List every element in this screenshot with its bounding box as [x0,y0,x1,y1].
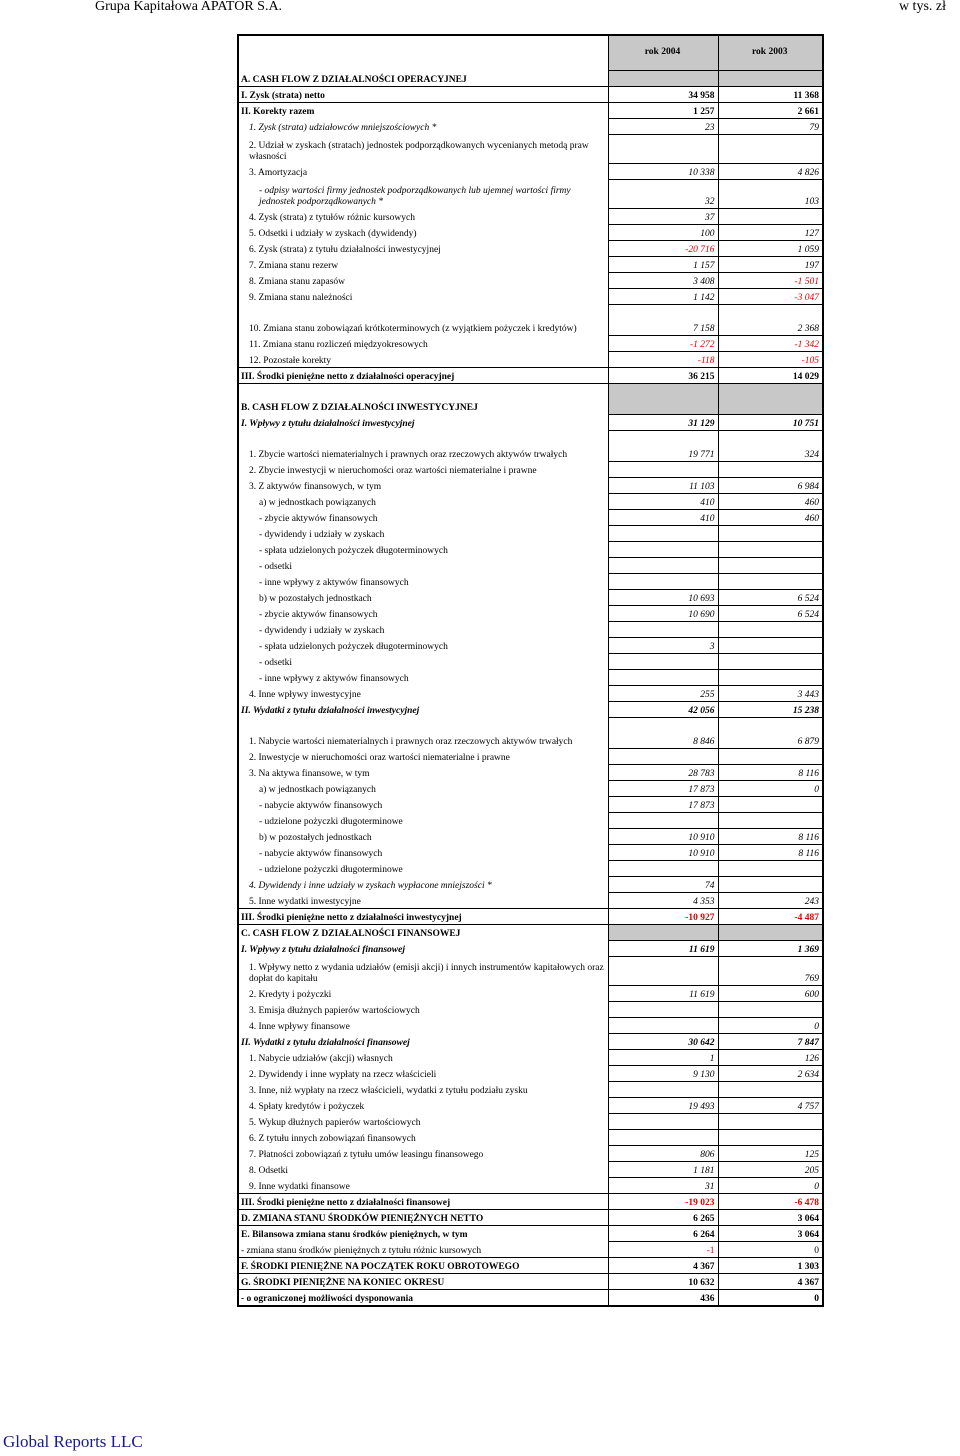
table-row [238,1097,823,1113]
value-2004: 1 157 [608,256,718,272]
value-2003 [718,70,823,86]
value-2004: -1 272 [608,335,718,351]
table-row [238,748,823,764]
row-label: - inne wpływy z aktywów finansowych [238,669,608,685]
row-label: - zbycie aktywów finansowych [238,509,608,525]
table-row [238,1193,823,1209]
value-2003: 7 847 [718,1033,823,1049]
row-label: 2. Dywidendy i inne wypłaty na rzecz właścicieli [238,1065,608,1081]
value-2003: 205 [718,1161,823,1177]
row-label: - udzielone pożyczki długoterminowe [238,860,608,876]
table-row [238,208,823,224]
value-2003: 15 238 [718,701,823,717]
value-2003: 0 [718,780,823,796]
value-2004 [608,812,718,828]
column-header-2003: rok 2003 [718,35,823,70]
row-label: 6. Z tytułu innych zobowiązań finansowych [238,1129,608,1145]
row-label: 3. Inne, niż wypłaty na rzecz właścicieli, wydatki z tytułu podziału zysku [238,1081,608,1097]
company-name: Grupa Kapitałowa APATOR S.A. [95,0,283,14]
row-label: - inne wpływy z aktywów finansowych [238,573,608,589]
value-2003 [718,541,823,557]
table-header-row [238,35,823,70]
value-2004: 17 873 [608,780,718,796]
value-2003: 6 524 [718,589,823,605]
row-label: 2. Zbycie inwestycji w nieruchomości oraz wartości niematerialne i prawne [238,461,608,477]
value-2003: 1 059 [718,240,823,256]
value-2003 [718,557,823,573]
table-row [238,1161,823,1177]
row-label: - zbycie aktywów finansowych [238,605,608,621]
table-row [238,1049,823,1065]
table-row [238,1273,823,1289]
value-2003: -105 [718,351,823,367]
value-2003 [718,812,823,828]
value-2004 [608,621,718,637]
value-2004: 9 130 [608,1065,718,1081]
row-label: - nabycie aktywów finansowych [238,796,608,812]
value-2003 [718,383,823,414]
value-2003: -1 342 [718,335,823,351]
value-2004: 7 158 [608,304,718,335]
value-2003: 6 524 [718,605,823,621]
table-row [238,134,823,163]
table-row [238,908,823,924]
value-2003 [718,860,823,876]
table-row [238,828,823,844]
value-2003 [718,748,823,764]
value-2004: 1 142 [608,288,718,304]
value-2004: 6 265 [608,1209,718,1225]
table-row [238,288,823,304]
value-2003: 3 064 [718,1225,823,1241]
value-2004: 6 264 [608,1225,718,1241]
table-row [238,118,823,134]
table-row [238,860,823,876]
row-label: b) w pozostałych jednostkach [238,828,608,844]
value-2004: 11 619 [608,940,718,956]
row-label: 2. Kredyty i pożyczki [238,985,608,1001]
table-row [238,1257,823,1273]
table-row [238,1113,823,1129]
value-2004: 410 [608,509,718,525]
row-label: - spłata udzielonych pożyczek długoterminowych [238,637,608,653]
value-2004: 37 [608,208,718,224]
value-2004: 255 [608,685,718,701]
table-row [238,224,823,240]
table-row [238,1209,823,1225]
cash-flow-table [237,34,824,1307]
table-row [238,621,823,637]
row-label: 3. Z aktywów finansowych, w tym [238,477,608,493]
value-2004: 10 910 [608,844,718,860]
row-label: 9. Zmiana stanu należności [238,288,608,304]
value-2003 [718,208,823,224]
table-row [238,256,823,272]
value-2003: 3 064 [718,1209,823,1225]
value-2004 [608,1017,718,1033]
row-label: 1. Nabycie wartości niematerialnych i prawnych oraz rzeczowych aktywów trwałych [238,717,608,748]
table-row [238,430,823,461]
row-label: 7. Zmiana stanu rezerw [238,256,608,272]
row-label: E. Bilansowa zmiana stanu środków pieniężnych, w tym [238,1225,608,1241]
table-row [238,1225,823,1241]
value-2003 [718,573,823,589]
table-row [238,940,823,956]
row-label: 10. Zmiana stanu zobowiązań krótkoterminowych (z wyjątkiem pożyczek i kredytów) [238,304,608,335]
row-label: 8. Odsetki [238,1161,608,1177]
row-label: A. CASH FLOW Z DZIAŁALNOŚCI OPERACYJNEJ [238,70,608,86]
table-row [238,701,823,717]
value-2004: 10 693 [608,589,718,605]
row-label: 1. Wpływy netto z wydania udziałów (emisji akcji) i innych instrumentów kapitałowych oraz dopłat do kapitału [238,956,608,985]
row-label: 6. Zysk (strata) z tytułu działalności inwestycyjnej [238,240,608,256]
row-label: 9. Inne wydatki finansowe [238,1177,608,1193]
table-row [238,493,823,509]
value-2004: 11 103 [608,477,718,493]
value-2004: 10 690 [608,605,718,621]
table-row [238,335,823,351]
row-label: 2. Inwestycje w nieruchomości oraz wartości niematerialne i prawne [238,748,608,764]
value-2004: -10 927 [608,908,718,924]
value-2003: 460 [718,493,823,509]
value-2004 [608,748,718,764]
value-2004: 1 [608,1049,718,1065]
table-row [238,1001,823,1017]
row-label: 4. Zysk (strata) z tytułów różnic kursowych [238,208,608,224]
value-2003: 600 [718,985,823,1001]
value-2004: 28 783 [608,764,718,780]
table-row [238,351,823,367]
table-row [238,796,823,812]
value-2004 [608,525,718,541]
value-2004: 23 [608,118,718,134]
value-2004: 100 [608,224,718,240]
row-label: 1. Zysk (strata) udziałowców mniejszościowych * [238,118,608,134]
value-2003: 79 [718,118,823,134]
table-row [238,876,823,892]
value-2003: 6 879 [718,717,823,748]
value-2004: 1 181 [608,1161,718,1177]
column-header-2004: rok 2004 [608,35,718,70]
table-row [238,605,823,621]
value-2004 [608,461,718,477]
table-row [238,956,823,985]
value-2004: 74 [608,876,718,892]
row-label: D. ZMIANA STANU ŚRODKÓW PIENIĘŻNYCH NETTO [238,1209,608,1225]
row-label: 11. Zmiana stanu rozliczeń międzyokresowych [238,335,608,351]
table-row [238,86,823,102]
value-2003: 3 443 [718,685,823,701]
value-2003: 4 757 [718,1097,823,1113]
value-2004: 32 [608,179,718,208]
value-2004 [608,1081,718,1097]
table-row [238,1177,823,1193]
cash-flow-statement [237,34,822,1307]
value-2003: 769 [718,956,823,985]
value-2003: 2 634 [718,1065,823,1081]
value-2003: -6 478 [718,1193,823,1209]
row-label: B. CASH FLOW Z DZIAŁALNOŚCI INWESTYCYJNEJ [238,383,608,414]
value-2003 [718,1081,823,1097]
value-2004: 436 [608,1289,718,1306]
table-row [238,102,823,118]
row-label: 4. Spłaty kredytów i pożyczek [238,1097,608,1113]
value-2003 [718,796,823,812]
value-2004: 10 910 [608,828,718,844]
table-body [238,70,823,1306]
value-2003: 243 [718,892,823,908]
row-label: 3. Emisja dłużnych papierów wartościowych [238,1001,608,1017]
value-2003 [718,1001,823,1017]
value-2003 [718,669,823,685]
value-2004 [608,1113,718,1129]
value-2004 [608,956,718,985]
value-2003 [718,621,823,637]
table-row [238,717,823,748]
table-row [238,1289,823,1306]
value-2004: 4 367 [608,1257,718,1273]
table-row [238,1241,823,1257]
row-label: 4. Dywidendy i inne udziały w zyskach wypłacone mniejszości * [238,876,608,892]
value-2004 [608,860,718,876]
row-label: 1. Zbycie wartości niematerialnych i prawnych oraz rzeczowych aktywów trwałych [238,430,608,461]
table-row [238,1033,823,1049]
value-2004: 19 771 [608,430,718,461]
value-2003 [718,637,823,653]
value-2003: 2 368 [718,304,823,335]
row-label: C. CASH FLOW Z DZIAŁALNOŚCI FINANSOWEJ [238,924,608,940]
value-2003: 11 368 [718,86,823,102]
value-2004 [608,383,718,414]
value-2003: 127 [718,224,823,240]
row-label: - dywidendy i udziały w zyskach [238,525,608,541]
value-2003 [718,876,823,892]
table-row [238,1017,823,1033]
table-row [238,383,823,414]
value-2003: 14 029 [718,367,823,383]
row-label: 5. Wykup dłużnych papierów wartościowych [238,1113,608,1129]
value-2003 [718,461,823,477]
table-row [238,525,823,541]
value-2004: 42 056 [608,701,718,717]
header-blank-cell [238,35,608,70]
value-2004: 30 642 [608,1033,718,1049]
value-2004 [608,653,718,669]
value-2004: 36 215 [608,367,718,383]
row-label: - odpisy wartości firmy jednostek podporządkowanych lub ujemnej wartości firmy jednostek podporządkowanych * [238,179,608,208]
table-row [238,1065,823,1081]
row-label: - odsetki [238,653,608,669]
table-row [238,272,823,288]
table-row [238,764,823,780]
value-2003: 197 [718,256,823,272]
row-label: a) w jednostkach powiązanych [238,493,608,509]
value-2003: 0 [718,1241,823,1257]
value-2003: 2 661 [718,102,823,118]
value-2004: -20 716 [608,240,718,256]
value-2004: -19 023 [608,1193,718,1209]
value-2004: 3 408 [608,272,718,288]
row-label: 8. Zmiana stanu zapasów [238,272,608,288]
row-label: b) w pozostałych jednostkach [238,589,608,605]
table-row [238,685,823,701]
table-row [238,1129,823,1145]
row-label: 5. Inne wydatki inwestycyjne [238,892,608,908]
value-2003: 460 [718,509,823,525]
value-2003 [718,134,823,163]
value-2003 [718,525,823,541]
value-2003: 6 984 [718,477,823,493]
table-row [238,240,823,256]
footer-brand: Global Reports LLC [3,1432,143,1451]
table-row [238,557,823,573]
value-2004: 4 353 [608,892,718,908]
table-row [238,637,823,653]
value-2004 [608,557,718,573]
value-2004: 8 846 [608,717,718,748]
value-2003 [718,653,823,669]
value-2003: -4 487 [718,908,823,924]
row-label: 12. Pozostałe korekty [238,351,608,367]
table-row [238,669,823,685]
row-label: a) w jednostkach powiązanych [238,780,608,796]
value-2004 [608,1129,718,1145]
value-2003: 8 116 [718,844,823,860]
table-row [238,812,823,828]
table-row [238,924,823,940]
value-2003 [718,924,823,940]
row-label: - dywidendy i udziały w zyskach [238,621,608,637]
row-label: - zmiana stanu środków pieniężnych z tytułu różnic kursowych [238,1241,608,1257]
table-row [238,985,823,1001]
table-row [238,589,823,605]
value-2003: 0 [718,1177,823,1193]
row-label: I. Wpływy z tytułu działalności finansowej [238,940,608,956]
value-2003: 0 [718,1017,823,1033]
value-2004: -118 [608,351,718,367]
value-2003: 1 303 [718,1257,823,1273]
value-2003: 4 367 [718,1273,823,1289]
value-2004 [608,1001,718,1017]
table-row [238,461,823,477]
table-row [238,477,823,493]
value-2004: 31 129 [608,414,718,430]
row-label: III. Środki pieniężne netto z działalności inwestycyjnej [238,908,608,924]
row-label: 4. Inne wpływy inwestycyjne [238,685,608,701]
value-2003: 0 [718,1289,823,1306]
row-label: - o ograniczonej możliwości dysponowania [238,1289,608,1306]
value-2004: 31 [608,1177,718,1193]
value-2003 [718,1129,823,1145]
row-label: G. ŚRODKI PIENIĘŻNE NA KONIEC OKRESU [238,1273,608,1289]
table-row [238,541,823,557]
row-label: 3. Na aktywa finansowe, w tym [238,764,608,780]
row-label: I. Zysk (strata) netto [238,86,608,102]
value-2003: 8 116 [718,828,823,844]
row-label: 3. Amortyzacja [238,163,608,179]
value-2004 [608,70,718,86]
value-2003: 324 [718,430,823,461]
value-2004 [608,669,718,685]
table-row [238,1081,823,1097]
value-2003 [718,1113,823,1129]
row-label: II. Wydatki z tytułu działalności inwestycyjnej [238,701,608,717]
table-row [238,653,823,669]
row-label: III. Środki pieniężne netto z działalności finansowej [238,1193,608,1209]
value-2003: 125 [718,1145,823,1161]
value-2003: 1 369 [718,940,823,956]
value-2003: 103 [718,179,823,208]
table-row [238,414,823,430]
row-label: I. Wpływy z tytułu działalności inwestycyjnej [238,414,608,430]
table-row [238,573,823,589]
table-row [238,163,823,179]
value-2003: -3 047 [718,288,823,304]
table-row [238,892,823,908]
row-label: 1. Nabycie udziałów (akcji) własnych [238,1049,608,1065]
value-2004: 17 873 [608,796,718,812]
value-2004 [608,541,718,557]
row-label: - spłata udzielonych pożyczek długoterminowych [238,541,608,557]
table-row [238,1145,823,1161]
row-label: III. Środki pieniężne netto z działalności operacyjnej [238,367,608,383]
value-2004: 11 619 [608,985,718,1001]
table-row [238,780,823,796]
row-label: 5. Odsetki i udziały w zyskach (dywidendy) [238,224,608,240]
row-label: - odsetki [238,557,608,573]
row-label: 7. Płatności zobowiązań z tytułu umów leasingu finansowego [238,1145,608,1161]
value-2003: 126 [718,1049,823,1065]
value-2003: -1 501 [718,272,823,288]
row-label: II. Wydatki z tytułu działalności finansowej [238,1033,608,1049]
row-label: 4. Inne wpływy finansowe [238,1017,608,1033]
value-2004 [608,573,718,589]
value-2004: 410 [608,493,718,509]
value-2004: 3 [608,637,718,653]
value-2003: 8 116 [718,764,823,780]
value-2004 [608,134,718,163]
value-2004: -1 [608,1241,718,1257]
value-2004: 34 958 [608,86,718,102]
value-2004: 10 632 [608,1273,718,1289]
row-label: F. ŚRODKI PIENIĘŻNE NA POCZĄTEK ROKU OBROTOWEGO [238,1257,608,1273]
row-label: - nabycie aktywów finansowych [238,844,608,860]
table-row [238,844,823,860]
row-label: II. Korekty razem [238,102,608,118]
value-2003: 4 826 [718,163,823,179]
value-2004 [608,924,718,940]
value-2004: 10 338 [608,163,718,179]
table-row [238,304,823,335]
row-label: - udzielone pożyczki długoterminowe [238,812,608,828]
row-label: 2. Udział w zyskach (stratach) jednostek podporządkowanych wycenianych metodą praw własności [238,134,608,163]
value-2004: 1 257 [608,102,718,118]
unit-label: w tys. zł [898,0,946,14]
value-2003: 10 751 [718,414,823,430]
table-row [238,509,823,525]
table-row [238,70,823,86]
table-row [238,179,823,208]
table-row [238,367,823,383]
value-2004: 806 [608,1145,718,1161]
value-2004: 19 493 [608,1097,718,1113]
